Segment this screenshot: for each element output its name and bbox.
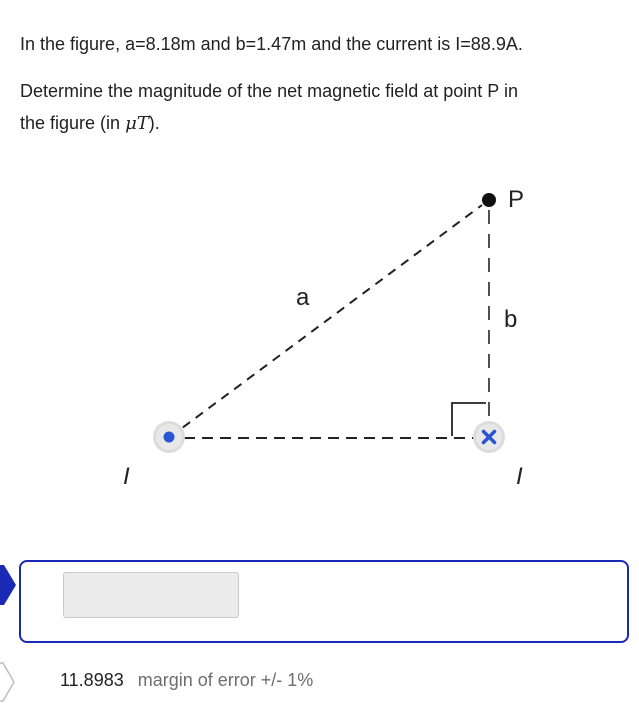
question-line-1: In the figure, a=8.18m and b=1.47m and the current is I=88.9A. (20, 34, 523, 54)
question-line-3-end: ). (148, 113, 160, 133)
inactive-marker-icon (0, 662, 16, 702)
unit-math: μT (125, 113, 149, 134)
current-left-label: I (123, 463, 130, 490)
dot-icon (164, 432, 175, 443)
margin-of-error-text: margin of error +/- 1% (137, 670, 314, 690)
answer-box (19, 560, 629, 643)
point-p-dot (482, 193, 496, 207)
question-line-2: Determine the magnitude of the net magnetic field at point P in (20, 81, 518, 101)
answer-input[interactable] (63, 572, 239, 618)
active-marker-icon (0, 565, 16, 605)
current-right-label: I (516, 463, 523, 490)
question-line-3-text: the figure (in (20, 113, 126, 133)
side-b-label: b (504, 306, 518, 333)
wire-out-of-page (153, 421, 185, 453)
question-line-3 (20, 111, 160, 136)
side-a-label: a (296, 284, 310, 311)
point-p-label: P (508, 186, 525, 213)
correct-answer-value: 11.8983 (60, 670, 124, 690)
side-a-line (170, 205, 482, 437)
correct-answer-row (60, 670, 313, 691)
wire-into-page (473, 421, 505, 453)
figure-diagram (0, 170, 639, 510)
